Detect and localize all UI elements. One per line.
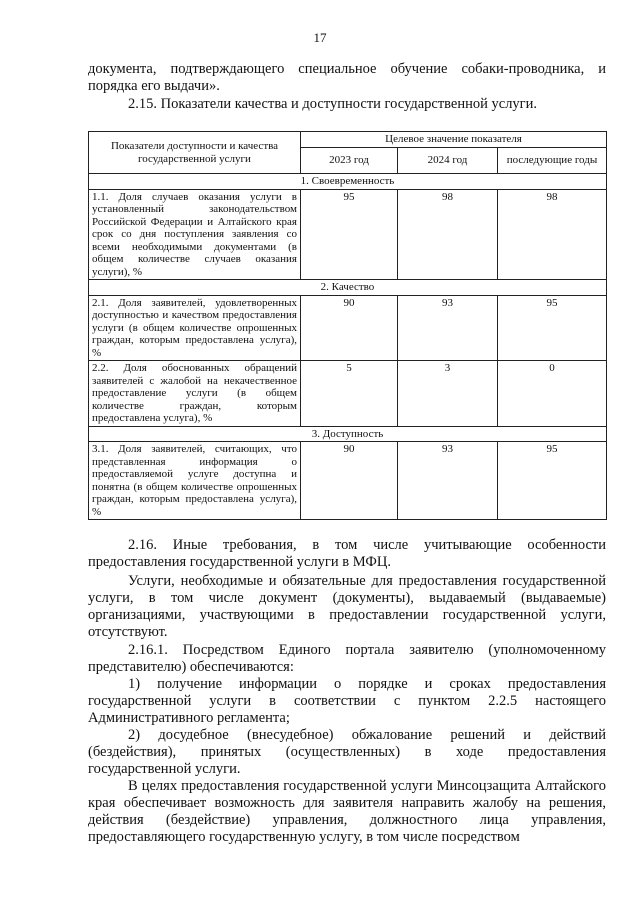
section-row (89, 174, 607, 190)
section-title: 2. Качество (89, 280, 607, 296)
table-row (89, 189, 607, 280)
section-row (89, 426, 607, 442)
section-title: 1. Своевременность (89, 174, 607, 190)
year-header: последующие годы (498, 148, 607, 174)
indicator-label: 3.1. Доля заявителей, считающих, что представленная информация о предоставляемой услуге доступна и понятна (в общем количестве опрошенных граждан, которым предоставлена услуга), % (89, 442, 301, 520)
paragraph-2-16: 2.16. Иные требования, в том числе учитывающие особенности предоставления государственной услуги в МФЦ. (88, 537, 606, 570)
year-header: 2023 год (301, 148, 398, 174)
indicator-label: 2.2. Доля обоснованных обращений заявителей с жалобой на некачественное предоставление услуги (в общем количестве граждан, которым предоставлена услуга), % (89, 361, 301, 427)
value-cell: 95 (301, 189, 398, 280)
intro-paragraph: документа, подтверждающего специальное обучение собаки-проводника, и порядка его выдачи». (88, 61, 606, 94)
indicator-label: 2.1. Доля заявителей, удовлетворенных доступностью и качеством предоставления услуги (в общем количестве опрошенных граждан, которым предоставлена услуга), % (89, 295, 301, 361)
year-header: 2024 год (398, 148, 498, 174)
paragraph-2-16-1: 2.16.1. Посредством Единого портала заявителю (уполномоченному представителю) обеспечиваются: (88, 642, 606, 675)
paragraph-complaint: В целях предоставления государственной услуги Минсоцзащита Алтайского края обеспечивает возможность для заявителя направить жалобу на решения, действия (бездействие) управления, должностного лица управления, предоставляющего государственную услугу, в том числе посредством (88, 778, 606, 845)
section-row (89, 280, 607, 296)
value-cell: 95 (498, 442, 607, 520)
value-cell: 0 (498, 361, 607, 427)
value-cell: 90 (301, 295, 398, 361)
indicators-table (88, 131, 607, 520)
list-item-2: 2) досудебное (внесудебное) обжалование решений и действий (бездействия), принятых (осуществленных) в ходе предоставления государственной услуги. (88, 727, 606, 777)
value-cell: 90 (301, 442, 398, 520)
value-cell: 98 (498, 189, 607, 280)
list-item-1: 1) получение информации о порядке и сроках предоставления государственной услуги в соответствии с пунктом 2.2.5 настоящего Административного регламента; (88, 676, 606, 726)
table-row (89, 442, 607, 520)
value-cell: 98 (398, 189, 498, 280)
value-cell: 3 (398, 361, 498, 427)
value-cell: 93 (398, 295, 498, 361)
indicator-label: 1.1. Доля случаев оказания услуги в установленный законодательством Российской Федерации и Алтайского края срок со дня поступления заявления со всеми необходимыми документами (в общем количестве случаев оказания услуги), % (89, 189, 301, 280)
header-indicator: Показатели доступности и качества государственной услуги (89, 132, 301, 174)
value-cell: 5 (301, 361, 398, 427)
value-cell: 93 (398, 442, 498, 520)
paragraph-services: Услуги, необходимые и обязательные для предоставления государственной услуги, в том числе документ (документы), выдаваемый (выдаваемые) организациями, участвующими в предоставлении государственной услуги, отсутствуют. (88, 573, 606, 640)
section-heading-2-15: 2.15. Показатели качества и доступности государственной услуги. (128, 96, 538, 112)
table-row (89, 361, 607, 427)
table-row (89, 295, 607, 361)
header-target: Целевое значение показателя (301, 132, 607, 148)
page-number: 17 (313, 30, 327, 45)
section-title: 3. Доступность (89, 426, 607, 442)
value-cell: 95 (498, 295, 607, 361)
